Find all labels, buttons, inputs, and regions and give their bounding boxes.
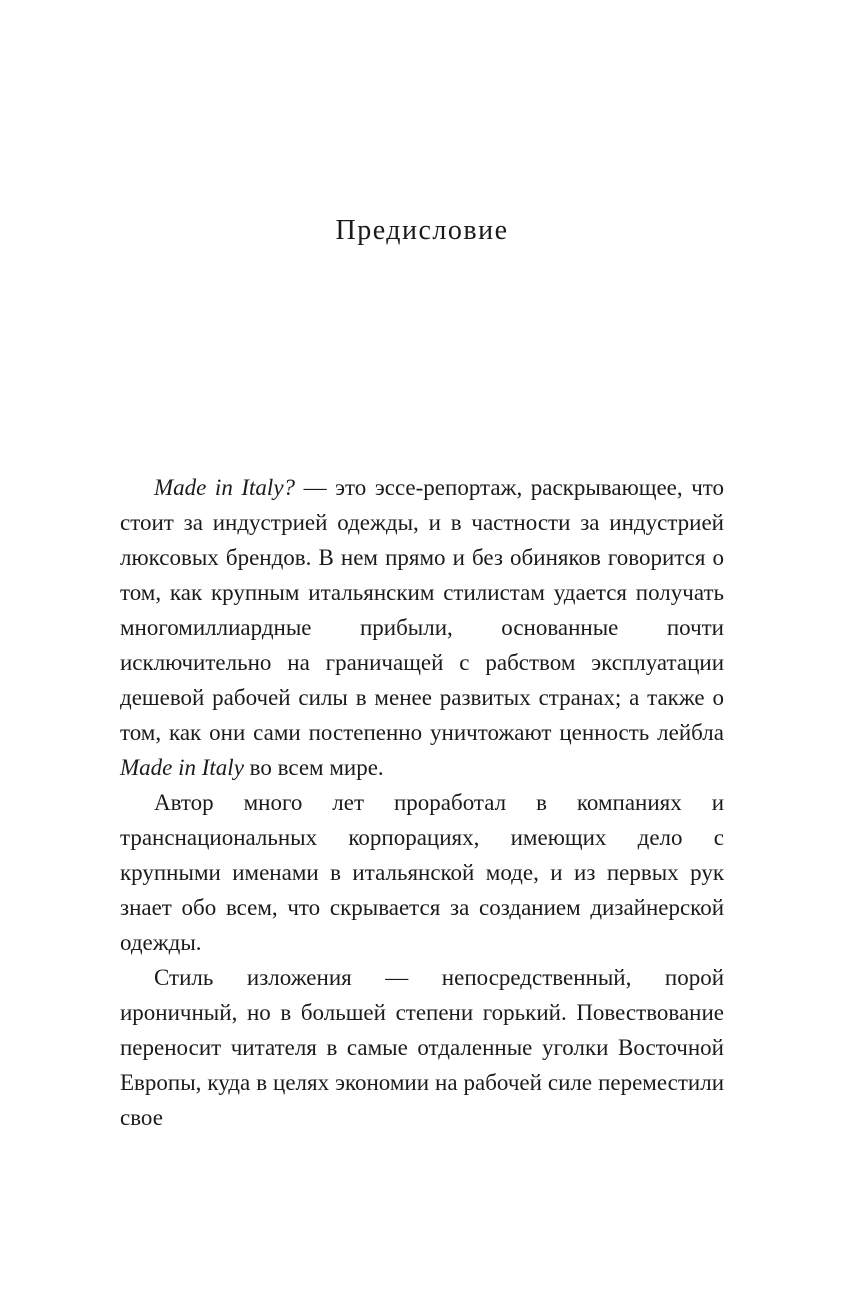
body-text [120,470,724,1135]
paragraph [120,785,724,960]
text-run: Стиль изложения — непосредственный, порой ироничный, но в большей степени горький. Повествование переносит читателя в самые отдаленные уголки Восточной Европы, куда в целях экономии на рабочей силе переместили свое [120,965,724,1130]
text-run: Автор много лет проработал в компаниях и транснациональных корпорациях, имеющих дело с крупными именами в итальянской моде, и из первых рук знает обо всем, что скрывается за созданием дизайнерской одежды. [120,790,724,955]
italic-text-run: Made in Italy [120,755,244,780]
italic-text-run: Made in Italy? [154,475,296,500]
paragraph [120,960,724,1135]
paragraph [120,470,724,785]
chapter-title: Предисловие [335,215,509,246]
text-run: во всем мире. [243,755,384,780]
text-run: — это эссе-репортаж, раскрывающее, что стоит за индустрией одежды, и в частности за индустрией люксовых брендов. В нем прямо и без обиняков говорится о том, как крупным итальянским стилистам удается получать многомиллиардные прибыли, основанные почти исключительно на граничащей с рабством эксплуатации дешевой рабочей силы в менее развитых странах; а также о том, как они сами постепенно уничтожают ценность лейбла [120,475,725,745]
